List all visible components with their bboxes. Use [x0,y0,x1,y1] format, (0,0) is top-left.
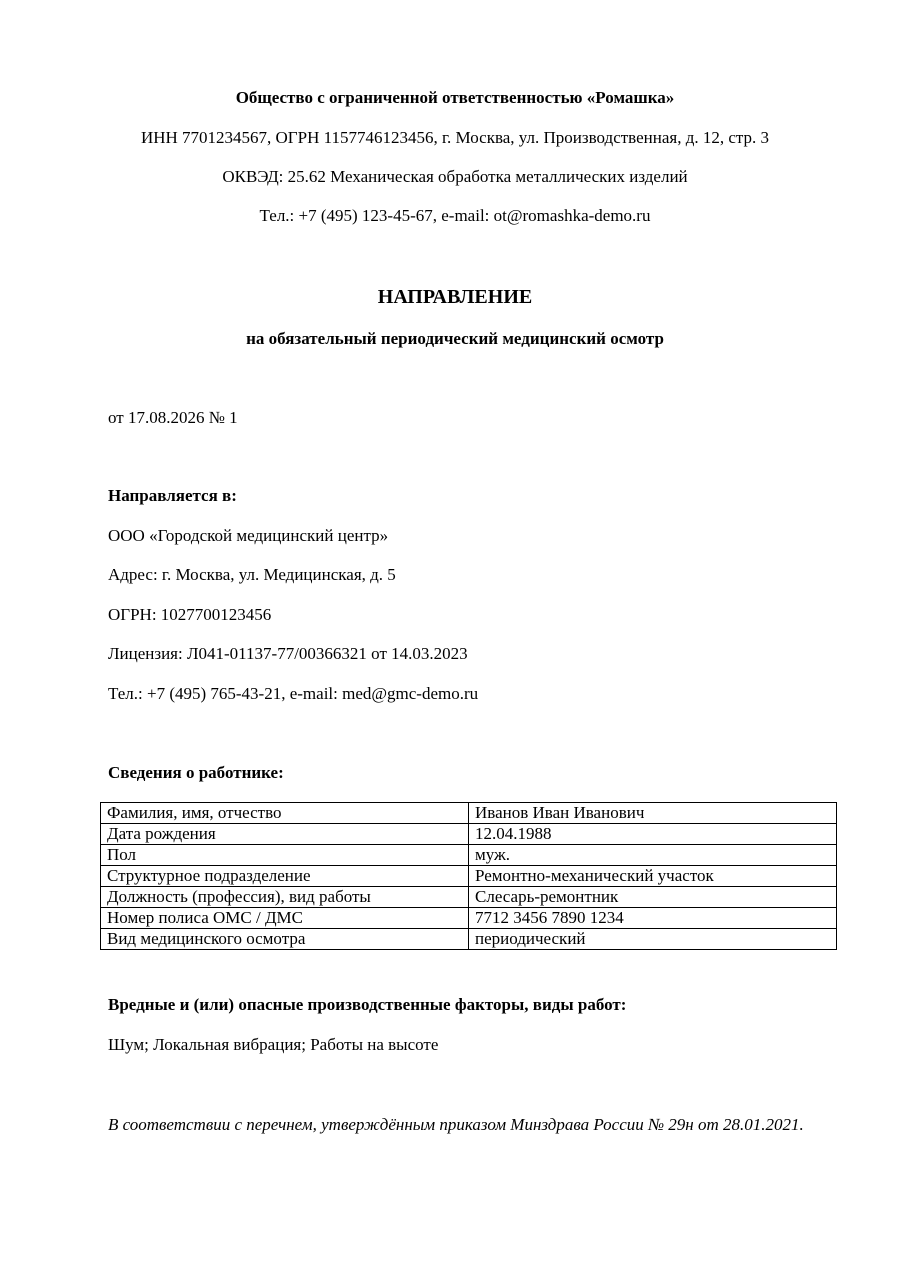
table-cell-label: Вид медицинского осмотра [101,929,469,950]
table-row [101,803,837,824]
document-date-number: от 17.08.2026 № 1 [108,408,238,427]
document-title: НАПРАВЛЕНИЕ [377,286,533,308]
clinic-contacts: Тел.: +7 (495) 765-43-21, e-mail: med@gmc-demo.ru [108,684,479,703]
table-cell-value: Иванов Иван Иванович [469,803,837,824]
document-subtitle: на обязательный периодический медицинский осмотр [246,329,664,348]
table-cell-label: Должность (профессия), вид работы [101,887,469,908]
clinic-license: Лицензия: Л041-01137-77/00366321 от 14.03.2023 [108,644,468,663]
table-cell-label: Дата рождения [101,824,469,845]
organization-name: Общество с ограниченной ответственностью «Ромашка» [235,88,675,107]
worker-heading: Сведения о работнике: [108,763,284,782]
factors-heading: Вредные и (или) опасные производственные факторы, виды работ: [108,995,627,1014]
table-cell-value: периодический [469,929,837,950]
table-cell-label: Структурное подразделение [101,866,469,887]
organization-okved: ОКВЭД: 25.62 Механическая обработка металлических изделий [222,167,688,186]
table-cell-label: Пол [101,845,469,866]
clinic-heading: Направляется в: [108,486,237,505]
clinic-address: Адрес: г. Москва, ул. Медицинская, д. 5 [108,565,396,584]
table-row [101,929,837,950]
table-cell-value: Ремонтно-механический участок [469,866,837,887]
table-cell-value: муж. [469,845,837,866]
table-row [101,866,837,887]
table-cell-value: 12.04.1988 [469,824,837,845]
table-row [101,908,837,929]
organization-contacts: Тел.: +7 (495) 123-45-67, e-mail: ot@romashka-demo.ru [259,206,651,225]
table-row [101,845,837,866]
legal-basis-note: В соответствии с перечнем, утверждённым приказом Минздрава России № 29н от 28.01.2021. [108,1115,804,1134]
table-cell-label: Номер полиса ОМС / ДМС [101,908,469,929]
worker-info-table [100,802,837,950]
table-cell-value: 7712 3456 7890 1234 [469,908,837,929]
factors-list: Шум; Локальная вибрация; Работы на высоте [108,1035,439,1054]
table-row [101,824,837,845]
table-row [101,887,837,908]
organization-requisites: ИНН 7701234567, ОГРН 1157746123456, г. Москва, ул. Производственная, д. 12, стр. 3 [140,128,770,147]
clinic-name: ООО «Городской медицинский центр» [108,526,389,545]
clinic-ogrn: ОГРН: 1027700123456 [108,605,272,624]
table-cell-value: Слесарь-ремонтник [469,887,837,908]
table-cell-label: Фамилия, имя, отчество [101,803,469,824]
